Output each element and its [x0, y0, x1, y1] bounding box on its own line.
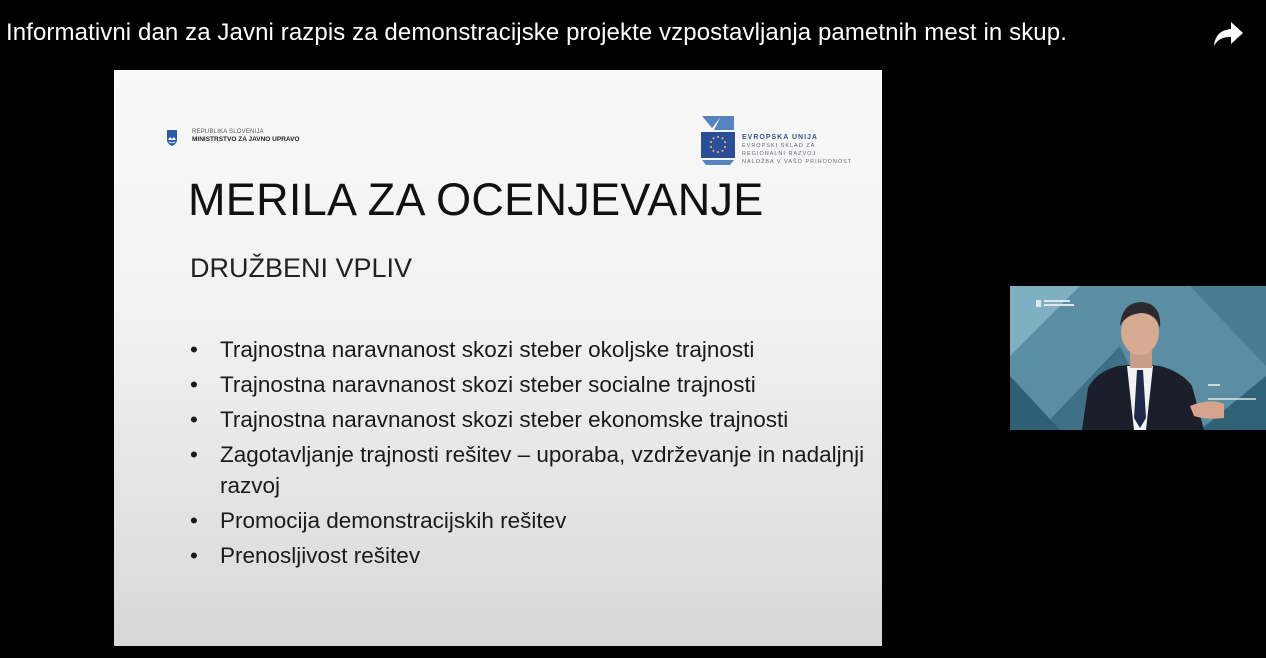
slide-title: MERILA ZA OCENJEVANJE — [188, 174, 764, 225]
speaker-webcam — [1010, 286, 1266, 430]
slovenia-crest-icon — [166, 129, 178, 147]
eu-flag-icon — [700, 114, 736, 166]
bullet-icon: • — [190, 442, 198, 467]
ministry-logo-line1: REPUBLIKA SLOVENIJA — [192, 129, 264, 135]
bullet-icon: • — [190, 508, 198, 533]
list-item — [190, 369, 870, 400]
eu-logo-line2: EVROPSKI SKLAD ZA — [742, 143, 816, 149]
video-title[interactable]: Informativni dan za Javni razpis za demonstracijske projekte vzpostavljanja pametnih mest in skup. — [6, 19, 1067, 46]
bullet-icon: • — [190, 337, 198, 362]
speaker-video-frame — [1010, 286, 1266, 430]
eu-fund-logo — [700, 114, 852, 166]
bullet-icon: • — [190, 543, 198, 568]
slide-subtitle: DRUŽBENI VPLIV — [190, 253, 413, 283]
eu-logo-line1: EVROPSKA UNIJA — [742, 134, 818, 141]
list-item — [190, 540, 870, 571]
bullet-icon: • — [190, 407, 198, 432]
ministry-logo — [166, 128, 300, 147]
ministry-logo-line2: MINISTRSTVO ZA JAVNO UPRAVO — [192, 136, 300, 143]
eu-logo-line4: NALOŽBA V VAŠO PRIHODNOST — [742, 159, 853, 165]
list-item-text: Zagotavljanje trajnosti rešitev – uporaba, vzdrževanje in nadaljnji razvoj — [220, 442, 865, 498]
list-item-text: Trajnostna naravnanost skozi steber socialne trajnosti — [220, 372, 756, 397]
list-item — [190, 505, 870, 536]
list-item-text: Trajnostna naravnanost skozi steber ekonomske trajnosti — [220, 407, 789, 432]
list-item — [190, 404, 870, 435]
eu-logo-line3: REGIONALNI RAZVOJ — [742, 151, 817, 157]
presentation-slide — [114, 70, 882, 646]
bullet-icon: • — [190, 372, 198, 397]
share-arrow-icon — [1212, 20, 1244, 48]
list-item-text: Prenosljivost rešitev — [220, 543, 421, 568]
list-item-text: Promocija demonstracijskih rešitev — [220, 508, 567, 533]
list-item — [190, 334, 870, 365]
share-button[interactable] — [1208, 16, 1248, 52]
list-item — [190, 439, 870, 501]
criteria-list — [190, 334, 870, 575]
list-item-text: Trajnostna naravnanost skozi steber okoljske trajnosti — [220, 337, 755, 362]
